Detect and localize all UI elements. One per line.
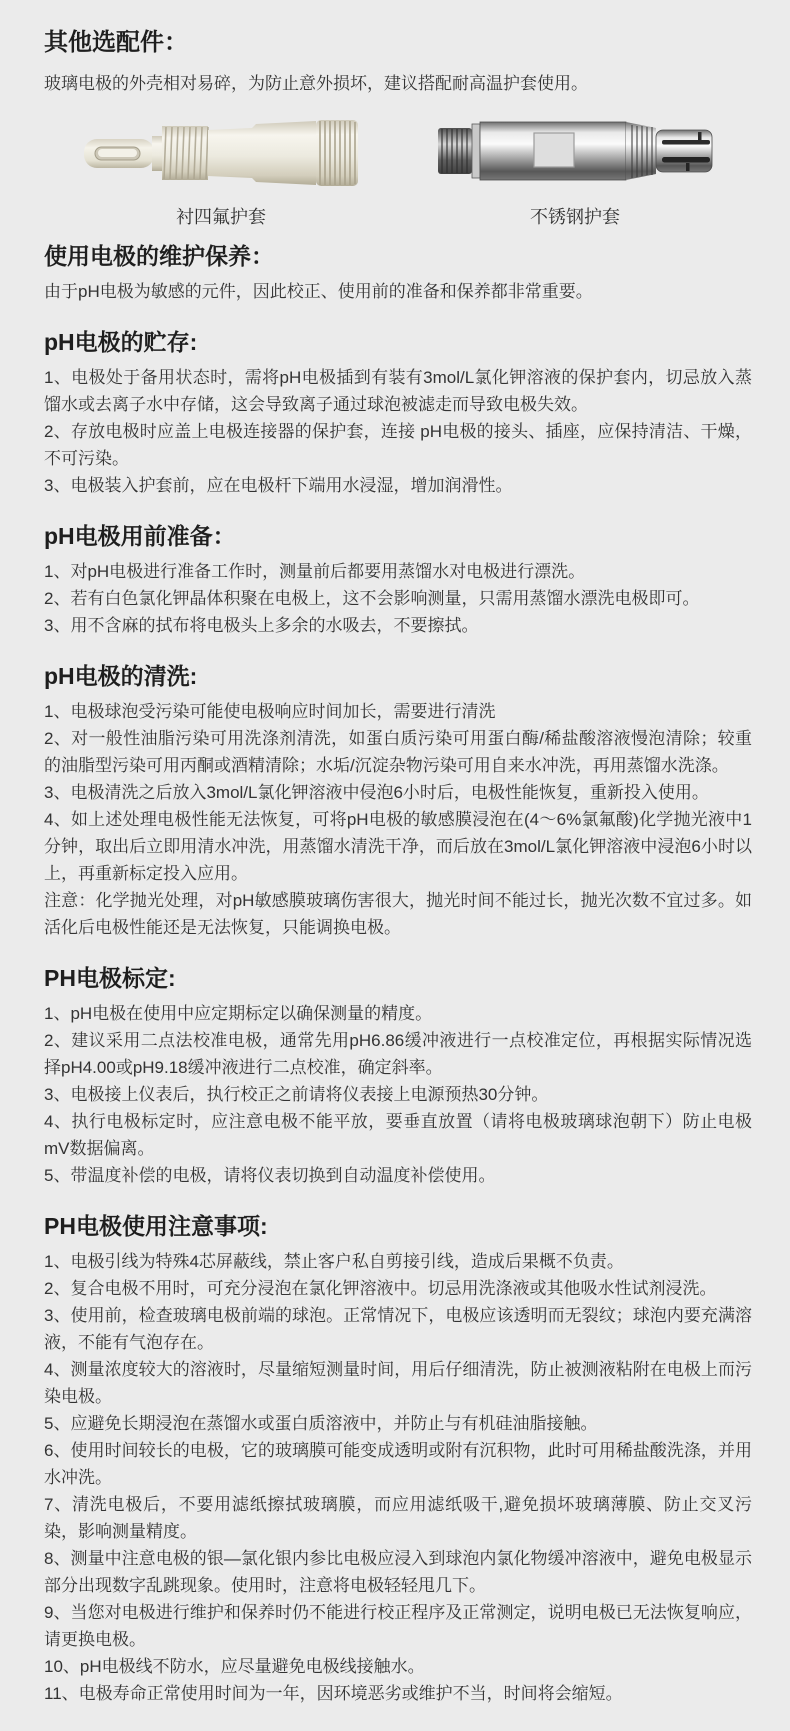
section-maintenance bbox=[44, 242, 752, 305]
section-paragraph: 4、执行电极标定时，应注意电极不能平放，要垂直放置（请将电极玻璃球泡朝下）防止电极mV数据偏离。 bbox=[44, 1112, 752, 1158]
section-paragraph: 注意：化学抛光处理，对pH敏感膜玻璃伤害很大，抛光时间不能过长，抛光次数不宜过多。如活化后电极性能还是无法恢复，只能调换电极。 bbox=[44, 891, 752, 937]
section-paragraph: 1、电极球泡受污染可能使电极响应时间加长，需要进行清洗 bbox=[44, 702, 496, 721]
section-paragraph: 4、测量浓度较大的溶液时，尽量缩短测量时间，用后仔细清洗，防止被测液粘附在电极上而污染电极。 bbox=[44, 1360, 752, 1406]
section-paragraph: 4、如上述处理电极性能无法恢复，可将pH电极的敏感膜浸泡在(4～6%氯氟酸)化学抛光液中1分钟，取出后立即用清水冲洗，用蒸馏水清洗干净，而后放在3mol/L氯化钾溶液中浸泡6小时以上，再重新标定投入应用。 bbox=[44, 810, 752, 883]
section-storage bbox=[44, 328, 752, 499]
section-title-preparation: pH电极用前准备： bbox=[44, 523, 236, 549]
section-paragraph: 2、若有白色氯化钾晶体积聚在电极上，这不会影响测量，只需用蒸馏水漂洗电极即可。 bbox=[44, 589, 700, 608]
figure-ptfe-sleeve bbox=[44, 113, 398, 228]
stainless-steel-sleeve-label: 不锈钢护套 bbox=[530, 207, 620, 227]
accessories-intro: 玻璃电极的外壳相对易碎，为防止意外损坏，建议搭配耐高温护套使用。 bbox=[44, 74, 588, 93]
section-paragraph: 3、用不含麻的拭布将电极头上多余的水吸去，不要擦拭。 bbox=[44, 616, 479, 635]
section-title-precautions: PH电极使用注意事项: bbox=[44, 1213, 268, 1239]
section-paragraph: 1、电极引线为特殊4芯屏蔽线，禁止客户私自剪接引线，造成后果概不负责。 bbox=[44, 1252, 624, 1271]
figure-stainless-steel-sleeve bbox=[398, 113, 752, 228]
page-title: 其他选配件： bbox=[44, 29, 188, 56]
section-title-storage: pH电极的贮存: bbox=[44, 329, 198, 355]
section-paragraph: 5、应避免长期浸泡在蒸馏水或蛋白质溶液中，并防止与有机硅油脂接触。 bbox=[44, 1414, 598, 1433]
section-paragraph: 2、对一般性油脂污染可用洗涤剂清洗，如蛋白质污染可用蛋白酶/稀盐酸溶液慢泡清除；较重的油脂型污染可用丙酮或酒精清除；水垢/沉淀杂物污染可用自来水冲洗，再用蒸馏水洗涤。 bbox=[44, 729, 752, 775]
section-paragraph: 3、使用前，检查玻璃电极前端的球泡。正常情况下，电极应该透明而无裂纹；球泡内要充满溶液，不能有气泡存在。 bbox=[44, 1306, 752, 1352]
ptfe-sleeve-label: 衬四氟护套 bbox=[176, 207, 266, 227]
section-title-cleaning: pH电极的清洗: bbox=[44, 663, 198, 689]
section-paragraph: 3、电极装入护套前，应在电极杆下端用水浸湿，增加润滑性。 bbox=[44, 476, 513, 495]
accessories-figure-row bbox=[44, 113, 752, 228]
section-paragraph: 5、带温度补偿的电极，请将仪表切换到自动温度补偿使用。 bbox=[44, 1166, 496, 1185]
section-paragraph: 2、复合电极不用时，可充分浸泡在氯化钾溶液中。切忌用洗涤液或其他吸水性试剂浸洗。 bbox=[44, 1279, 717, 1298]
section-paragraph: 1、电极处于备用状态时，需将pH电极插到有装有3mol/L氯化钾溶液的保护套内，切忌放入蒸馏水或去离子水中存储，这会导致离子通过球泡被滤走而导致电极失效。 bbox=[44, 368, 752, 414]
section-paragraph: 11、电极寿命正常使用时间为一年，因环境恶劣或维护不当，时间将会缩短。 bbox=[44, 1684, 623, 1703]
section-paragraph: 7、清洗电极后，不要用滤纸擦拭玻璃膜，而应用滤纸吸干,避免损坏玻璃薄膜、防止交叉污染，影响测量精度。 bbox=[44, 1495, 752, 1541]
section-paragraph: 1、对pH电极进行准备工作时，测量前后都要用蒸馏水对电极进行漂洗。 bbox=[44, 562, 586, 581]
section-cleaning bbox=[44, 662, 752, 941]
section-paragraph: 3、电极接上仪表后，执行校正之前请将仪表接上电源预热30分钟。 bbox=[44, 1085, 549, 1104]
section-paragraph: 1、pH电极在使用中应定期标定以确保测量的精度。 bbox=[44, 1004, 433, 1023]
section-preparation bbox=[44, 522, 752, 639]
section-paragraph: 10、pH电极线不防水，应尽量避免电极线接触水。 bbox=[44, 1657, 425, 1676]
section-paragraph: 由于pH电极为敏感的元件，因此校正、使用前的准备和保养都非常重要。 bbox=[44, 282, 593, 301]
section-paragraph: 8、测量中注意电极的银—氯化银内参比电极应浸入到球泡内氯化物缓冲溶液中，避免电极显示部分出现数字乱跳现象。使用时，注意将电极轻轻甩几下。 bbox=[44, 1549, 752, 1595]
section-paragraph: 2、存放电极时应盖上电极连接器的保护套，连接 pH电极的接头、插座，应保持清洁、干燥，不可污染。 bbox=[44, 422, 752, 468]
section-calibration bbox=[44, 964, 752, 1189]
ptfe-sleeve-image bbox=[82, 113, 360, 191]
section-paragraph: 3、电极清洗之后放入3mol/L氯化钾溶液中侵泡6小时后，电极性能恢复，重新投入使用。 bbox=[44, 783, 709, 802]
section-precautions bbox=[44, 1212, 752, 1707]
section-paragraph: 6、使用时间较长的电极，它的玻璃膜可能变成透明或附有沉积物，此时可用稀盐酸洗涤，并用水冲洗。 bbox=[44, 1441, 752, 1487]
section-paragraph: 9、当您对电极进行维护和保养时仍不能进行校正程序及正常测定，说明电极已无法恢复响应，请更换电极。 bbox=[44, 1603, 752, 1649]
section-title-maintenance: 使用电极的维护保养： bbox=[44, 243, 274, 269]
stainless-steel-sleeve-image bbox=[434, 113, 716, 191]
section-title-calibration: PH电极标定: bbox=[44, 965, 176, 991]
section-paragraph: 2、建议采用二点法校准电极，通常先用pH6.86缓冲液进行一点校准定位，再根据实际情况选择pH4.00或pH9.18缓冲液进行二点校准，确定斜率。 bbox=[44, 1031, 752, 1077]
